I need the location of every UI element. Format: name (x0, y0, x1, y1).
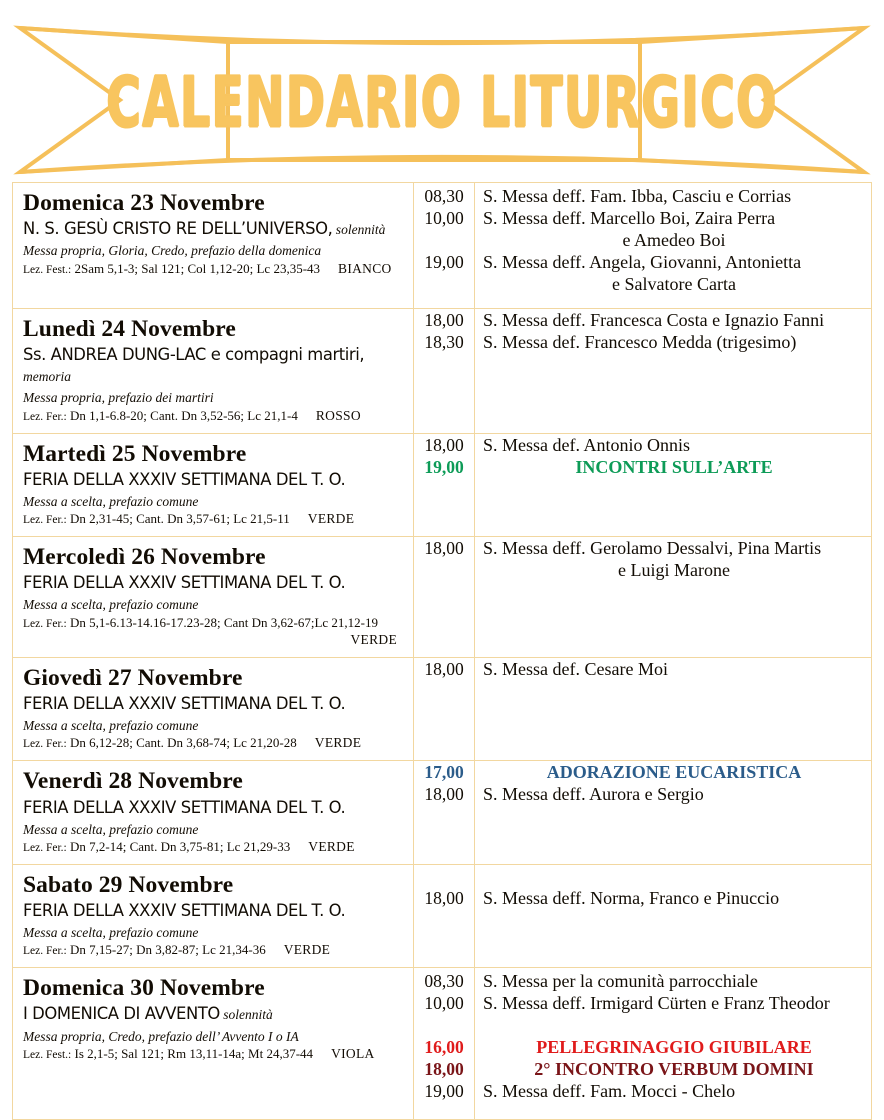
day-readings (23, 1046, 405, 1063)
times-cell (414, 309, 475, 434)
day-info-cell (13, 761, 414, 864)
liturgical-color-word: VERDE (314, 735, 362, 751)
event-description: PELLEGRINAGGIO GIUBILARE (536, 1037, 812, 1058)
feast-name: N. S. GESÙ CRISTO RE DELL’UNIVERSO, (23, 219, 333, 240)
calendar-body (13, 183, 872, 1120)
event-spacer (483, 1014, 865, 1036)
mass-time: 08,30 (424, 971, 464, 992)
event-spacer (483, 865, 865, 887)
events-cell (475, 433, 872, 536)
day-feast (23, 694, 392, 715)
feast-name: FERIA DELLA XXXIV SETTIMANA DEL T. O. (23, 901, 346, 922)
calendar-row (13, 183, 872, 309)
liturgical-color-word: ROSSO (315, 407, 361, 423)
day-info-cell (13, 968, 414, 1120)
day-rubric: Messa a scelta, prefazio comune (23, 597, 199, 613)
events-cell (475, 536, 872, 657)
day-feast (23, 345, 392, 387)
feast-name: FERIA DELLA XXXIV SETTIMANA DEL T. O. (23, 469, 346, 490)
day-info-cell (13, 864, 414, 967)
readings-citations: Dn 7,15-27; Dn 3,82-87; Lc 21,34-36 (66, 942, 266, 958)
day-readings (23, 261, 405, 278)
day-rubric: Messa propria, Gloria, Credo, prefazio della domenica (23, 243, 322, 259)
events-cell (475, 183, 872, 309)
mass-time: 16,00 (424, 1037, 464, 1058)
day-info-cell (13, 657, 414, 760)
day-date: Giovedì 27 Novembre (23, 664, 243, 691)
readings-citations: Dn 6,12-28; Cant. Dn 3,68-74; Lc 21,20-28 (66, 735, 297, 751)
times-cell (414, 657, 475, 760)
day-readings (23, 511, 405, 528)
feast-name: FERIA DELLA XXXIV SETTIMANA DEL T. O. (23, 573, 346, 594)
event-description: S. Messa deff. Francesca Costa e Ignazio Fanni (483, 310, 825, 330)
liturgical-calendar-table (12, 182, 872, 1120)
day-readings (23, 839, 405, 856)
day-feast (23, 219, 392, 240)
calendar-row (13, 864, 872, 967)
event-description: S. Messa def. Antonio Onnis (483, 434, 690, 455)
day-rubric: Messa propria, Credo, prefazio dell’ Avvento I o IA (23, 1028, 299, 1044)
day-readings (23, 942, 405, 959)
event-description: S. Messa deff. Irmigard Cürten e Franz Theodor (483, 993, 830, 1014)
mass-time: 17,00 (424, 762, 464, 783)
day-feast (23, 1004, 392, 1025)
liturgical-color-word: BIANCO (338, 260, 392, 276)
day-date: Martedì 25 Novembre (23, 440, 247, 467)
event-description: S. Messa deff. Angela, Giovanni, Antonietta (483, 252, 802, 272)
liturgical-color-word: VERDE (350, 631, 397, 647)
events-cell (475, 657, 872, 760)
times-cell (414, 183, 475, 309)
times-cell (414, 536, 475, 657)
event-description: S. Messa deff. Fam. Ibba, Casciu e Corrias (483, 186, 792, 206)
day-date: Mercoledì 26 Novembre (23, 543, 266, 570)
mass-time: 10,00 (424, 993, 464, 1014)
feast-rank: solennità (332, 223, 386, 239)
event-description: S. Messa deff. Marcello Boi, Zaira Perra (483, 208, 776, 228)
calendar-row (13, 536, 872, 657)
readings-citations: Dn 2,31-45; Cant. Dn 3,57-61; Lc 21,5-11 (66, 511, 290, 527)
mass-time: 18,30 (424, 332, 464, 352)
day-date: Venerdì 28 Novembre (23, 768, 243, 795)
day-readings (23, 615, 405, 649)
mass-time: 18,00 (424, 310, 464, 330)
day-feast (23, 901, 392, 922)
mass-time: 18,00 (424, 1059, 464, 1080)
event-description: S. Messa deff. Aurora e Sergio (483, 784, 704, 805)
time-spacer (414, 229, 474, 251)
day-info-cell (13, 309, 414, 434)
day-rubric: Messa a scelta, prefazio comune (23, 925, 199, 941)
event-description: S. Messa deff. Fam. Mocci - Chelo (483, 1081, 736, 1102)
events-cell (475, 864, 872, 967)
event-description: S. Messa deff. Norma, Franco e Pinuccio (483, 887, 780, 908)
feast-name: FERIA DELLA XXXIV SETTIMANA DEL T. O. (23, 694, 346, 715)
liturgical-color-word: VERDE (308, 838, 355, 854)
event-description: S. Messa def. Cesare Moi (483, 658, 668, 679)
time-spacer (414, 559, 474, 581)
readings-citations: 2Sam 5,1-3; Sal 121; Col 1,12-20; Lc 23,35-43 (71, 260, 321, 276)
day-date: Lunedì 24 Novembre (23, 316, 236, 342)
day-info-cell (13, 183, 414, 309)
day-rubric: Messa a scelta, prefazio comune (23, 493, 199, 509)
day-date: Domenica 30 Novembre (23, 975, 265, 1002)
day-rubric: Messa propria, prefazio dei martiri (23, 390, 214, 406)
feast-name: FERIA DELLA XXXIV SETTIMANA DEL T. O. (23, 797, 346, 818)
event-description: INCONTRI SULL’ARTE (575, 456, 773, 477)
day-feast (23, 798, 392, 819)
event-description: 2° INCONTRO VERBUM DOMINI (534, 1059, 814, 1080)
mass-time: 18,00 (424, 537, 464, 558)
event-description: S. Messa per la comunità parrocchiale (483, 971, 758, 992)
calendar-row (13, 968, 872, 1120)
calendar-row (13, 433, 872, 536)
readings-label: Lez. Fer.: (23, 410, 67, 423)
day-readings (23, 735, 405, 752)
event-description: ADORAZIONE EUCARISTICA (546, 762, 802, 783)
liturgical-color-word: VERDE (307, 511, 355, 527)
mass-time: 18,00 (424, 434, 464, 455)
feast-name: I DOMENICA DI AVVENTO (23, 1004, 220, 1025)
feast-rank: solennità (219, 1008, 273, 1024)
readings-citations: Is 2,1-5; Sal 121; Rm 13,11-14a; Mt 24,37-44 (71, 1045, 314, 1061)
times-cell (414, 864, 475, 967)
feast-rank: memoria (23, 370, 72, 386)
mass-time: 19,00 (424, 252, 464, 272)
mass-time: 08,30 (424, 186, 464, 206)
liturgical-color-word: VIOLA (331, 1045, 375, 1061)
day-date: Domenica 23 Novembre (23, 190, 265, 216)
day-rubric: Messa a scelta, prefazio comune (23, 821, 199, 837)
banner (0, 0, 884, 182)
mass-time: 19,00 (424, 456, 464, 477)
calendar-row (13, 761, 872, 864)
events-cell (475, 968, 872, 1120)
day-feast (23, 470, 392, 491)
readings-label: Lez. Fest.: (23, 1048, 72, 1061)
mass-time: 19,00 (424, 1081, 464, 1102)
feast-name: Ss. ANDREA DUNG-LAC e compagni martiri, (23, 345, 365, 366)
readings-citations: Dn 1,1-6.8-20; Cant. Dn 3,52-56; Lc 21,1-4 (66, 407, 298, 423)
event-description: e Salvatore Carta (612, 274, 736, 294)
readings-citations: Dn 5,1-6.13-14.16-17.23-28; Cant Dn 3,62-67;Lc 21,12-19 (66, 614, 378, 630)
mass-time: 18,00 (424, 658, 464, 679)
day-feast (23, 573, 392, 594)
event-description: S. Messa deff. Gerolamo Dessalvi, Pina Martis (483, 537, 822, 558)
readings-label: Lez. Fer.: (23, 841, 67, 854)
page-title: CALENDARIO LITURGICO (106, 62, 778, 143)
readings-label: Lez. Fer.: (23, 738, 67, 751)
day-readings (23, 408, 405, 425)
day-info-cell (13, 433, 414, 536)
readings-citations: Dn 7,2-14; Cant. Dn 3,75-81; Lc 21,29-33 (66, 838, 291, 854)
time-spacer (414, 1014, 474, 1036)
event-description: e Amedeo Boi (622, 230, 726, 250)
times-cell (414, 968, 475, 1120)
mass-time: 18,00 (424, 784, 464, 805)
event-description: S. Messa def. Francesco Medda (trigesimo) (483, 332, 797, 352)
day-rubric: Messa a scelta, prefazio comune (23, 718, 199, 734)
readings-label: Lez. Fest.: (23, 263, 72, 276)
calendar-row (13, 657, 872, 760)
readings-label: Lez. Fer.: (23, 514, 67, 527)
times-cell (414, 761, 475, 864)
readings-label: Lez. Fer.: (23, 617, 67, 630)
day-info-cell (13, 536, 414, 657)
times-cell (414, 433, 475, 536)
readings-label: Lez. Fer.: (23, 945, 67, 958)
time-spacer (414, 273, 474, 295)
time-spacer (414, 865, 474, 887)
event-description: e Luigi Marone (618, 559, 730, 580)
day-date: Sabato 29 Novembre (23, 871, 234, 898)
calendar-row (13, 309, 872, 434)
mass-time: 18,00 (424, 887, 464, 908)
events-cell (475, 309, 872, 434)
mass-time: 10,00 (424, 208, 464, 228)
events-cell (475, 761, 872, 864)
liturgical-color-word: VERDE (283, 942, 331, 958)
